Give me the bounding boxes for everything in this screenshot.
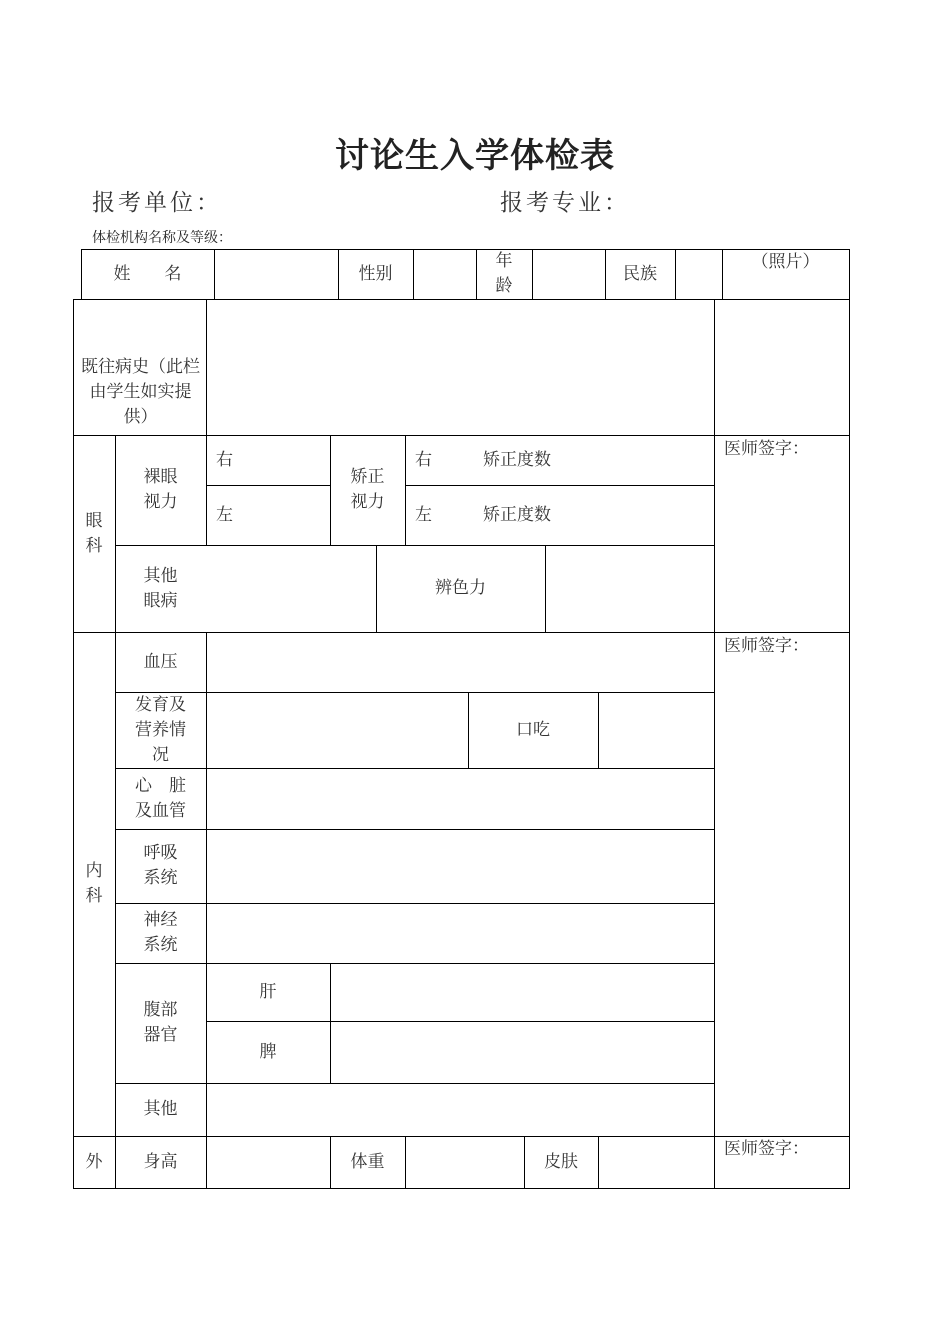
naked-vision-label: 裸眼 视力: [143, 467, 178, 512]
grid-line: [598, 1136, 599, 1189]
grid-line: [206, 1021, 715, 1022]
grid-line: [206, 1136, 207, 1189]
surgery-section-label: 外: [85, 1152, 103, 1172]
skin-label: 皮肤: [544, 1152, 578, 1172]
grid-line: [405, 435, 406, 546]
color-vision-label: 辨色力: [435, 578, 486, 598]
grid-line: [714, 1136, 715, 1189]
grid-line: [330, 963, 331, 1084]
gender-label: 性别: [358, 264, 393, 284]
name-label: 姓 名: [113, 264, 182, 284]
blood-pressure-label: 血压: [143, 652, 178, 672]
grid-line: [675, 249, 676, 300]
grid-line: [532, 249, 533, 300]
grid-line: [405, 485, 715, 486]
grid-line: [73, 632, 850, 633]
corrected-vision-label: 矫正 视力: [350, 467, 385, 512]
heart-label: 心 脏 及血管: [135, 776, 186, 821]
naked-left-label: 左: [216, 505, 233, 525]
major-label: 报考专业：: [500, 190, 630, 216]
grid-line: [73, 299, 74, 1189]
grid-line: [714, 299, 715, 1137]
photo-label: （照片）: [751, 252, 820, 272]
grid-line: [405, 1136, 406, 1189]
unit-label: 报考单位：: [92, 190, 222, 216]
liver-label: 肝: [259, 982, 277, 1002]
grid-line: [73, 435, 850, 436]
grid-line: [115, 1083, 715, 1084]
institution-label: 体检机构名称及等级：: [92, 230, 232, 246]
grid-line: [115, 768, 715, 769]
stutter-label: 口吃: [516, 720, 550, 740]
grid-line: [115, 963, 715, 964]
grid-line: [73, 1188, 850, 1189]
internal-doctor-signature: 医师签字：: [724, 636, 809, 656]
grid-line: [849, 249, 850, 1189]
eye-section-label: 眼 科: [85, 511, 103, 556]
nutrition-label: 发育及 营养情 况: [135, 695, 186, 765]
grid-line: [73, 299, 850, 300]
internal-section-label: 内 科: [85, 861, 103, 906]
surgery-doctor-signature: 医师签字：: [724, 1139, 809, 1159]
other-eye-disease-label: 其他 眼病: [143, 566, 178, 611]
corrected-right-label: 右 矫正度数: [415, 450, 551, 470]
internal-other-label: 其他: [143, 1099, 178, 1119]
naked-right-label: 右: [216, 450, 233, 470]
grid-line: [545, 545, 546, 633]
ethnicity-label: 民族: [623, 264, 657, 284]
respiratory-label: 呼吸 系统: [143, 843, 178, 888]
grid-line: [214, 249, 215, 300]
history-label: 既往病史（此栏由学生如实提供）: [81, 357, 200, 427]
grid-line: [413, 249, 414, 300]
grid-line: [206, 485, 331, 486]
grid-line: [206, 299, 207, 546]
abdominal-label: 腹部 器官: [143, 1000, 178, 1045]
spleen-label: 脾: [259, 1042, 277, 1062]
page-title: 讨论生入学体检表: [335, 136, 615, 176]
grid-line: [115, 903, 715, 904]
eye-doctor-signature: 医师签字：: [724, 439, 809, 459]
grid-line: [598, 692, 599, 769]
grid-line: [115, 545, 715, 546]
corrected-left-label: 左 矫正度数: [415, 505, 551, 525]
weight-label: 体重: [350, 1152, 385, 1172]
grid-line: [115, 829, 715, 830]
age-label: 年 龄: [495, 251, 513, 296]
height-label: 身高: [143, 1152, 178, 1172]
nervous-label: 神经 系统: [143, 910, 178, 955]
